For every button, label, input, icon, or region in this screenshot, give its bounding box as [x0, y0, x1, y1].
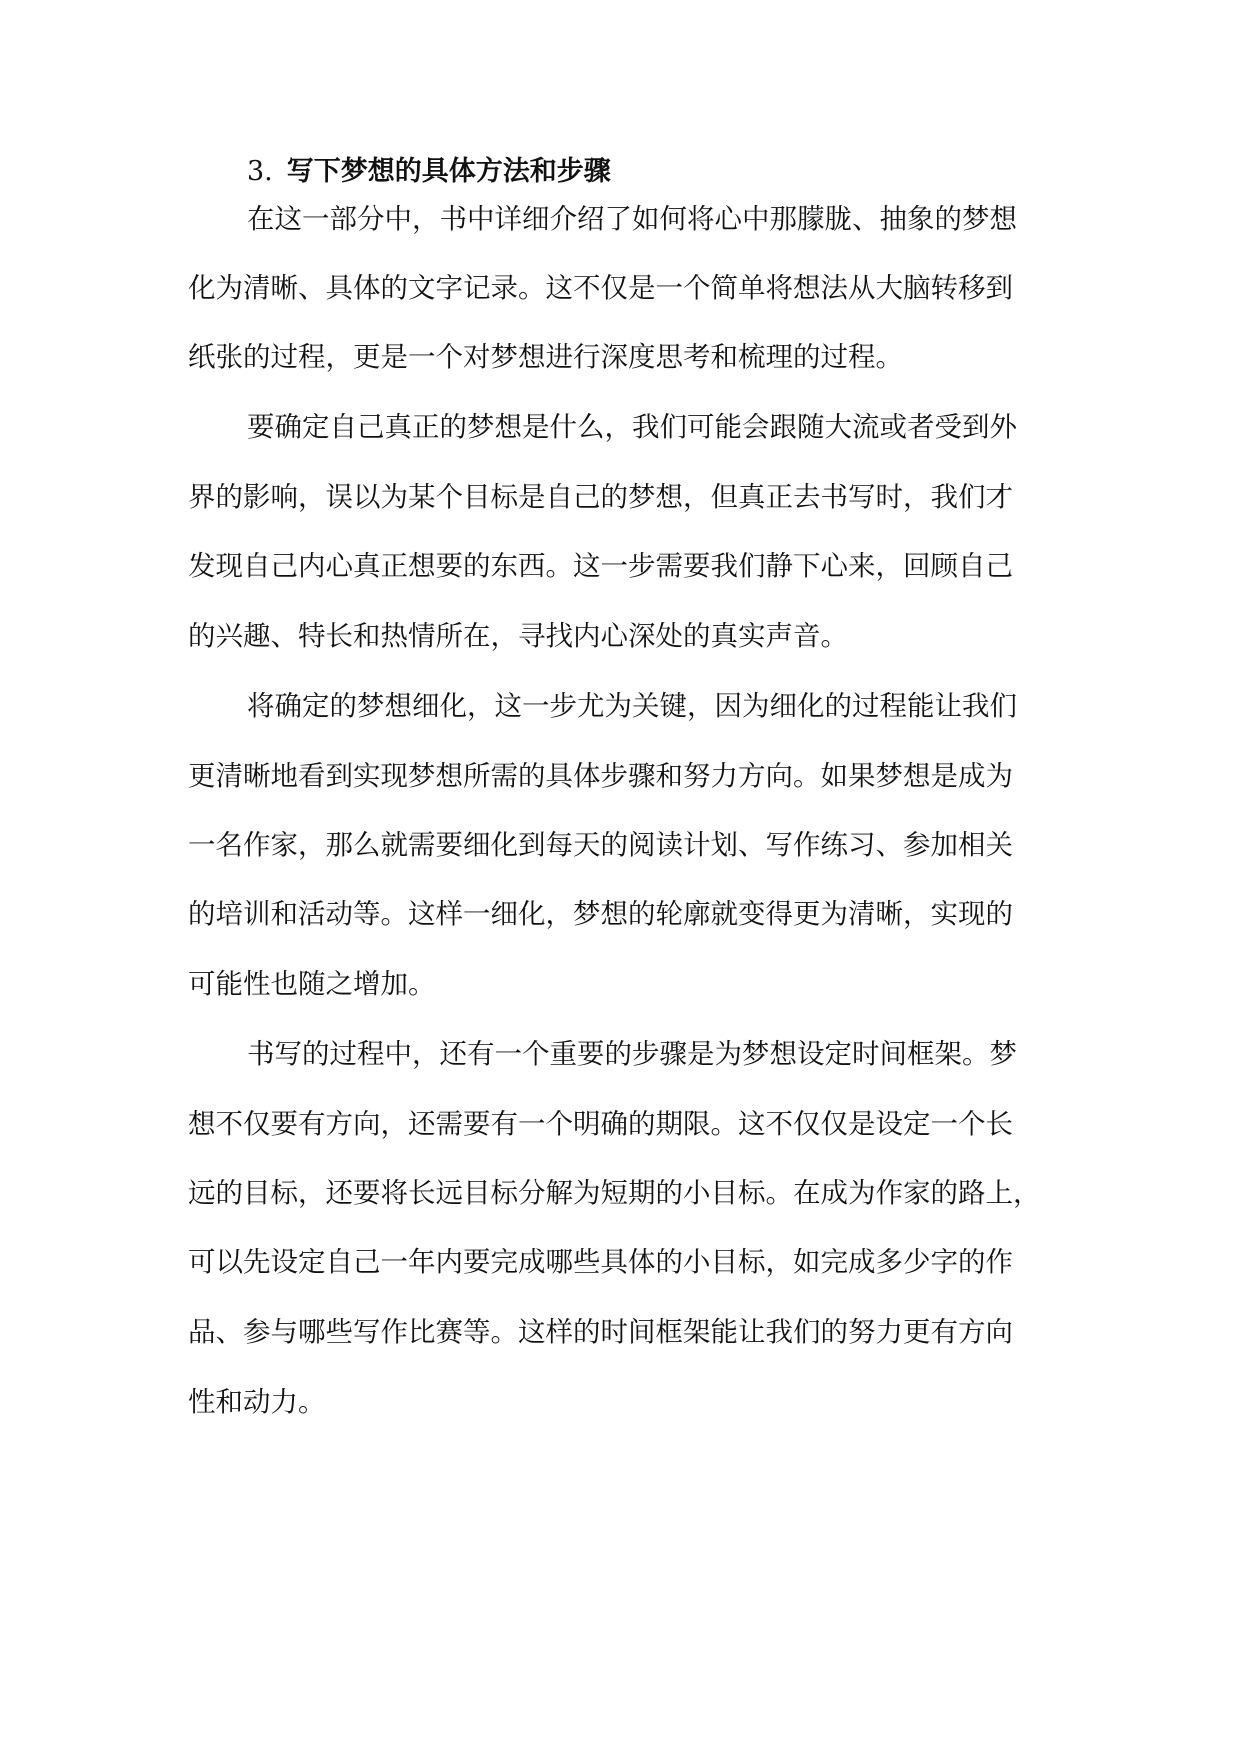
- paragraph-3-line-4: 的培训和活动等。这样一细化，梦想的轮廓就变得更为清晰，实现的: [188, 898, 1013, 930]
- paragraph-2-line-1: 要确定自己真正的梦想是什么，我们可能会跟随大流或者受到外: [247, 411, 1017, 443]
- paragraph-3-line-2: 更清晰地看到实现梦想所需的具体步骤和努力方向。如果梦想是成为: [188, 760, 1013, 792]
- paragraph-1-line-2: 化为清晰、具体的文字记录。这不仅是一个简单将想法从大脑转移到: [188, 272, 1013, 304]
- paragraph-2-line-3: 发现自己内心真正想要的东西。这一步需要我们静下心来，回顾自己: [188, 550, 1013, 582]
- section-number: 3.: [247, 156, 273, 187]
- paragraph-4-line-4: 可以先设定自己一年内要完成哪些具体的小目标，如完成多少字的作: [188, 1246, 1013, 1278]
- section-heading: [247, 150, 611, 194]
- paragraph-2-line-2: 界的影响，误以为某个目标是自己的梦想，但真正去书写时，我们才: [188, 481, 1013, 513]
- paragraph-4-line-1: 书写的过程中，还有一个重要的步骤是为梦想设定时间框架。梦: [247, 1038, 1017, 1070]
- paragraph-1-line-1: 在这一部分中，书中详细介绍了如何将心中那朦胧、抽象的梦想: [247, 203, 1017, 235]
- paragraph-4-line-3: 远的目标，还要将长远目标分解为短期的小目标。在成为作家的路上，: [188, 1177, 1041, 1209]
- section-title: 写下梦想的具体方法和步骤: [286, 156, 611, 187]
- paragraph-3-line-1: 将确定的梦想细化，这一步尤为关键，因为细化的过程能让我们: [247, 690, 1017, 722]
- paragraph-3-line-5: 可能性也随之增加。: [188, 968, 436, 1000]
- paragraph-3-line-3: 一名作家，那么就需要细化到每天的阅读计划、写作练习、参加相关: [188, 829, 1013, 861]
- paragraph-4-line-6: 性和动力。: [188, 1386, 326, 1418]
- paragraph-4-line-2: 想不仅要有方向，还需要有一个明确的期限。这不仅仅是设定一个长: [188, 1108, 1013, 1140]
- paragraph-4-line-5: 品、参与哪些写作比赛等。这样的时间框架能让我们的努力更有方向: [188, 1316, 1013, 1348]
- paragraph-1-line-3: 纸张的过程，更是一个对梦想进行深度思考和梳理的过程。: [188, 341, 903, 373]
- paragraph-2-line-4: 的兴趣、特长和热情所在，寻找内心深处的真实声音。: [188, 620, 848, 652]
